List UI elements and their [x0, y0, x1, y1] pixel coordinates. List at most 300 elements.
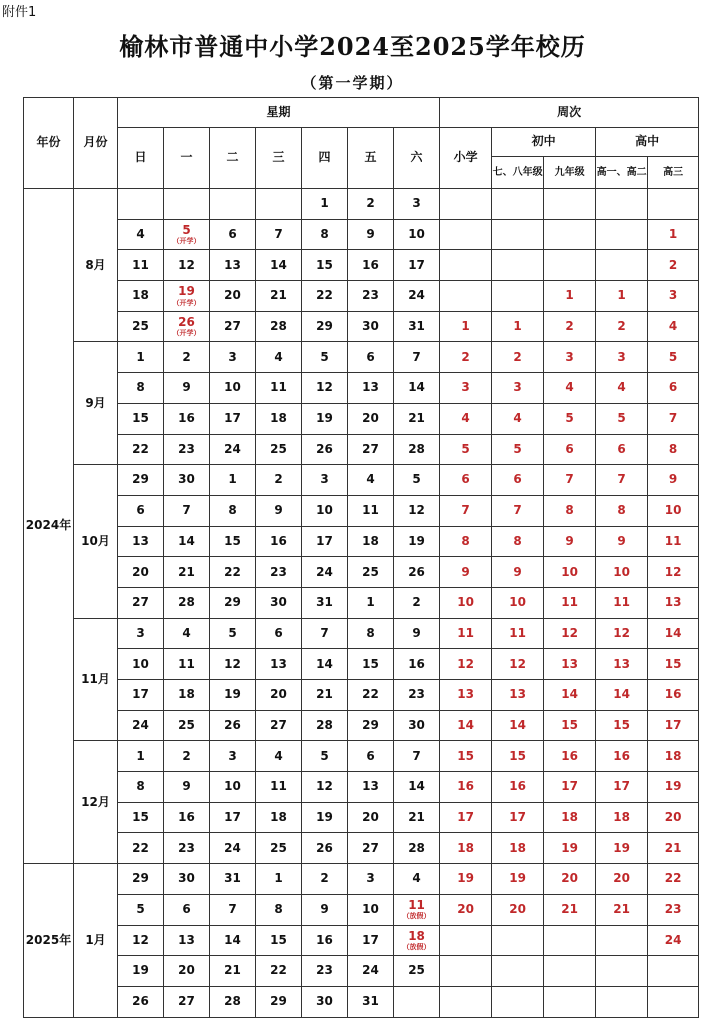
week-grade-12: 23: [648, 894, 699, 925]
day-number: 18: [270, 810, 287, 824]
day-cell: [210, 680, 256, 711]
week-grade-7-8: 13: [492, 680, 544, 711]
day-cell: [164, 465, 210, 496]
day-cell: [210, 557, 256, 588]
day-cell: [210, 925, 256, 956]
day-number: 29: [132, 871, 149, 886]
day-number: 29: [362, 717, 379, 732]
day-number: 31: [408, 319, 425, 333]
day-cell: [348, 434, 394, 465]
header-grade-10-11: 高一、高二: [596, 157, 648, 189]
day-cell: [210, 250, 256, 281]
day-number: 7: [320, 625, 329, 640]
header-weekday-mon: 一: [164, 128, 210, 189]
day-number: 8: [274, 902, 283, 917]
day-number: 10: [362, 902, 379, 917]
week-grade-7-8: [492, 956, 544, 987]
week-grade-12: 16: [648, 680, 699, 711]
day-cell: [210, 526, 256, 557]
day-number: 9: [182, 779, 191, 794]
day-number: 17: [224, 411, 241, 426]
week-grade-12: 19: [648, 772, 699, 803]
week-grade-10-11: 14: [596, 680, 648, 711]
day-number: 24: [132, 717, 149, 732]
week-grade-10-11: 16: [596, 741, 648, 772]
day-number: 19: [408, 533, 425, 548]
day-cell: [118, 833, 164, 864]
day-number: 17: [224, 810, 241, 824]
day-cell: [118, 281, 164, 312]
day-number: 14: [408, 779, 425, 794]
day-cell: [302, 311, 348, 342]
day-cell: [256, 403, 302, 434]
day-cell: [164, 219, 210, 250]
day-number: 24: [316, 564, 333, 579]
week-grade-12: [648, 956, 699, 987]
day-cell: [118, 311, 164, 342]
week-primary: 12: [440, 649, 492, 680]
week-grade-10-11: 13: [596, 649, 648, 680]
week-primary: 17: [440, 802, 492, 833]
day-cell: [394, 802, 440, 833]
day-cell: [302, 833, 348, 864]
day-number: 5: [320, 349, 329, 364]
day-cell: [118, 864, 164, 895]
day-number: 12: [316, 779, 333, 794]
week-grade-10-11: 15: [596, 710, 648, 741]
day-number: 1: [366, 595, 375, 610]
day-number: 13: [362, 779, 379, 794]
week-grade-12: 14: [648, 618, 699, 649]
week-grade-12: 17: [648, 710, 699, 741]
day-number: 8: [320, 226, 329, 241]
day-number: 19: [178, 284, 195, 299]
day-cell: [164, 710, 210, 741]
week-grade-9: 12: [544, 618, 596, 649]
day-number: 13: [224, 257, 241, 272]
day-number: 18: [132, 288, 149, 303]
day-number: 21: [270, 288, 287, 303]
week-grade-10-11: 9: [596, 526, 648, 557]
day-number: 9: [366, 226, 375, 241]
header-grade-9: 九年级: [544, 157, 596, 189]
day-cell: [118, 649, 164, 680]
day-cell: [256, 373, 302, 404]
day-number: 25: [270, 840, 287, 855]
day-cell: [164, 189, 210, 220]
day-number: 20: [362, 810, 379, 824]
calendar-row: [24, 618, 699, 649]
week-grade-7-8: 20: [492, 894, 544, 925]
day-number: 28: [408, 840, 425, 855]
day-number: 12: [132, 932, 149, 947]
week-grade-10-11: [596, 986, 648, 1017]
week-grade-9: 18: [544, 802, 596, 833]
day-number: 30: [408, 717, 425, 732]
day-cell: [118, 741, 164, 772]
week-grade-7-8: 6: [492, 465, 544, 496]
day-number: 23: [362, 288, 379, 303]
day-number: 25: [132, 319, 149, 333]
day-cell: [348, 403, 394, 434]
day-cell: [394, 219, 440, 250]
day-cell: [348, 526, 394, 557]
day-number: 22: [132, 840, 149, 855]
calendar-row: [24, 710, 699, 741]
day-number: 1: [274, 871, 283, 886]
day-cell: [394, 526, 440, 557]
week-grade-9: [544, 219, 596, 250]
week-primary: [440, 925, 492, 956]
day-cell: [394, 250, 440, 281]
day-cell: [302, 219, 348, 250]
day-cell: [302, 986, 348, 1017]
calendar-row: [24, 311, 699, 342]
day-cell: [256, 189, 302, 220]
day-number: 9: [182, 380, 191, 395]
day-cell: [256, 772, 302, 803]
calendar-row: [24, 894, 699, 925]
day-number: 22: [132, 441, 149, 456]
week-grade-9: 14: [544, 680, 596, 711]
calendar-row: [24, 373, 699, 404]
day-number: 16: [178, 411, 195, 426]
day-number: 8: [136, 380, 145, 395]
month-cell: 1月: [74, 864, 118, 1017]
day-number: 6: [274, 625, 283, 640]
day-number: 3: [136, 625, 145, 640]
day-cell: [118, 189, 164, 220]
day-number: 26: [178, 315, 195, 329]
day-number: 31: [362, 994, 379, 1009]
day-cell: [164, 772, 210, 803]
day-number: 30: [178, 871, 195, 886]
day-number: 29: [316, 319, 333, 333]
week-grade-7-8: [492, 189, 544, 220]
year-cell: 2025年: [24, 864, 74, 1017]
day-number: 13: [178, 932, 195, 947]
day-cell: [348, 986, 394, 1017]
day-number: 28: [224, 994, 241, 1009]
week-grade-10-11: [596, 250, 648, 281]
day-number: 11: [362, 503, 379, 518]
day-number: 4: [182, 625, 191, 640]
day-number: 5: [412, 472, 421, 487]
day-number: 26: [132, 994, 149, 1009]
day-number: 14: [270, 257, 287, 272]
day-cell: [210, 465, 256, 496]
day-note: （开学）: [172, 298, 201, 307]
calendar-row: [24, 465, 699, 496]
day-number: 6: [182, 902, 191, 917]
day-number: 12: [408, 503, 425, 518]
day-number: 27: [224, 319, 241, 333]
day-number: 18: [362, 533, 379, 548]
day-cell: [394, 403, 440, 434]
week-grade-12: 6: [648, 373, 699, 404]
week-primary: [440, 189, 492, 220]
day-number: 26: [224, 717, 241, 732]
day-cell: [164, 680, 210, 711]
week-grade-7-8: 7: [492, 495, 544, 526]
day-cell: [394, 465, 440, 496]
day-number: 4: [136, 226, 145, 241]
day-number: 11: [132, 257, 149, 272]
day-number: 29: [224, 595, 241, 610]
week-grade-12: 10: [648, 495, 699, 526]
day-cell: [256, 434, 302, 465]
week-grade-7-8: 15: [492, 741, 544, 772]
calendar-row: [24, 680, 699, 711]
day-cell: [348, 250, 394, 281]
day-cell: [164, 434, 210, 465]
day-number: 7: [274, 226, 283, 241]
week-grade-9: 21: [544, 894, 596, 925]
day-number: 23: [316, 963, 333, 978]
day-number: 3: [412, 196, 421, 211]
week-grade-7-8: 9: [492, 557, 544, 588]
header-weekday-thu: 四: [302, 128, 348, 189]
day-cell: [348, 710, 394, 741]
day-cell: [164, 403, 210, 434]
calendar-row: [24, 925, 699, 956]
day-cell: [164, 342, 210, 373]
week-grade-9: 8: [544, 495, 596, 526]
day-cell: [210, 342, 256, 373]
day-number: 20: [178, 963, 195, 978]
day-number: 24: [362, 963, 379, 978]
day-cell: [348, 342, 394, 373]
week-grade-9: 11: [544, 587, 596, 618]
week-grade-9: [544, 250, 596, 281]
week-grade-10-11: 20: [596, 864, 648, 895]
day-number: 9: [320, 902, 329, 917]
week-grade-7-8: [492, 281, 544, 312]
day-cell: [210, 434, 256, 465]
week-primary: 15: [440, 741, 492, 772]
calendar-row: [24, 741, 699, 772]
day-cell: [210, 311, 256, 342]
week-grade-10-11: 6: [596, 434, 648, 465]
day-number: 27: [362, 441, 379, 456]
day-number: 2: [320, 871, 329, 886]
day-number: 4: [274, 748, 283, 763]
day-cell: [256, 986, 302, 1017]
day-number: 8: [366, 625, 375, 640]
header-month: 月份: [74, 98, 118, 189]
day-number: 9: [412, 625, 421, 640]
day-cell: [394, 925, 440, 956]
day-cell: [256, 710, 302, 741]
day-number: 10: [224, 779, 241, 794]
day-number: 14: [178, 533, 195, 548]
day-number: 25: [408, 963, 425, 978]
day-cell: [256, 956, 302, 987]
week-grade-7-8: 12: [492, 649, 544, 680]
week-grade-12: 9: [648, 465, 699, 496]
week-grade-7-8: 10: [492, 587, 544, 618]
day-cell: [118, 342, 164, 373]
day-cell: [118, 925, 164, 956]
day-cell: [302, 281, 348, 312]
week-grade-12: 2: [648, 250, 699, 281]
week-grade-7-8: 17: [492, 802, 544, 833]
day-number: 26: [408, 564, 425, 579]
day-number: 15: [132, 810, 149, 824]
day-cell: [348, 864, 394, 895]
day-cell: [256, 894, 302, 925]
day-cell: [210, 189, 256, 220]
day-cell: [302, 434, 348, 465]
week-grade-9: 4: [544, 373, 596, 404]
day-cell: [256, 281, 302, 312]
week-grade-9: 16: [544, 741, 596, 772]
day-number: 21: [178, 564, 195, 579]
week-grade-12: 24: [648, 925, 699, 956]
day-note: （放假）: [402, 942, 431, 951]
week-grade-9: 15: [544, 710, 596, 741]
day-number: 12: [224, 656, 241, 671]
day-cell: [348, 741, 394, 772]
month-cell: 9月: [74, 342, 118, 465]
day-cell: [394, 894, 440, 925]
day-number: 22: [224, 564, 241, 579]
day-cell: [118, 403, 164, 434]
week-grade-12: 13: [648, 587, 699, 618]
header-weekday-sun: 日: [118, 128, 164, 189]
day-cell: [302, 189, 348, 220]
day-cell: [348, 894, 394, 925]
day-cell: [164, 925, 210, 956]
day-number: 2: [182, 349, 191, 364]
week-grade-7-8: [492, 250, 544, 281]
day-number: 29: [132, 472, 149, 487]
day-number: 16: [316, 932, 333, 947]
day-cell: [302, 403, 348, 434]
header-grade-7-8: 七、八年级: [492, 157, 544, 189]
day-number: 20: [132, 564, 149, 579]
week-primary: 1: [440, 311, 492, 342]
week-grade-10-11: 21: [596, 894, 648, 925]
week-primary: 18: [440, 833, 492, 864]
day-cell: [118, 802, 164, 833]
week-primary: 2: [440, 342, 492, 373]
day-cell: [164, 618, 210, 649]
week-primary: 13: [440, 680, 492, 711]
calendar-row: [24, 342, 699, 373]
week-primary: 3: [440, 373, 492, 404]
day-cell: [394, 557, 440, 588]
day-cell: [118, 434, 164, 465]
day-cell: [118, 373, 164, 404]
day-cell: [302, 557, 348, 588]
day-cell: [210, 833, 256, 864]
day-cell: [302, 373, 348, 404]
day-cell: [394, 373, 440, 404]
day-number: 20: [224, 288, 241, 303]
header-weekday-tue: 二: [210, 128, 256, 189]
week-grade-10-11: 1: [596, 281, 648, 312]
day-number: 7: [412, 748, 421, 763]
day-cell: [256, 342, 302, 373]
day-cell: [210, 649, 256, 680]
day-number: 4: [366, 472, 375, 487]
day-number: 16: [408, 656, 425, 671]
calendar-row: [24, 557, 699, 588]
day-number: 28: [270, 319, 287, 333]
day-cell: [394, 986, 440, 1017]
day-number: 25: [270, 441, 287, 456]
day-number: 18: [408, 928, 425, 943]
day-cell: [164, 986, 210, 1017]
week-grade-10-11: [596, 189, 648, 220]
day-number: 2: [366, 196, 375, 211]
calendar-row: [24, 189, 699, 220]
week-grade-10-11: 17: [596, 772, 648, 803]
day-number: 17: [362, 932, 379, 947]
day-cell: [210, 495, 256, 526]
day-number: 2: [182, 748, 191, 763]
week-grade-10-11: 11: [596, 587, 648, 618]
day-number: 17: [316, 533, 333, 548]
week-primary: 16: [440, 772, 492, 803]
day-cell: [118, 772, 164, 803]
day-cell: [394, 587, 440, 618]
day-cell: [394, 342, 440, 373]
day-number: 30: [178, 472, 195, 487]
day-number: 28: [316, 717, 333, 732]
day-number: 30: [270, 595, 287, 610]
day-number: 5: [320, 748, 329, 763]
day-cell: [118, 495, 164, 526]
week-primary: 4: [440, 403, 492, 434]
day-cell: [302, 342, 348, 373]
day-number: 5: [182, 222, 191, 237]
week-grade-12: 1: [648, 219, 699, 250]
week-grade-9: [544, 956, 596, 987]
day-number: 10: [408, 226, 425, 241]
day-cell: [256, 526, 302, 557]
day-number: 21: [224, 963, 241, 978]
week-grade-10-11: 12: [596, 618, 648, 649]
day-cell: [302, 710, 348, 741]
day-number: 23: [408, 687, 425, 702]
week-primary: 9: [440, 557, 492, 588]
day-cell: [164, 557, 210, 588]
day-cell: [256, 465, 302, 496]
week-grade-9: [544, 986, 596, 1017]
calendar-row: [24, 802, 699, 833]
week-primary: [440, 219, 492, 250]
day-cell: [164, 956, 210, 987]
week-grade-7-8: 8: [492, 526, 544, 557]
day-number: 11: [270, 380, 287, 395]
day-cell: [210, 618, 256, 649]
day-number: 19: [132, 963, 149, 978]
day-cell: [302, 465, 348, 496]
day-cell: [118, 618, 164, 649]
header-junior: 初中: [492, 128, 596, 157]
week-grade-9: 1: [544, 281, 596, 312]
day-number: 27: [178, 994, 195, 1009]
day-number: 15: [132, 411, 149, 426]
week-grade-7-8: 16: [492, 772, 544, 803]
day-cell: [302, 925, 348, 956]
day-number: 20: [362, 411, 379, 426]
day-number: 14: [408, 380, 425, 395]
day-number: 18: [270, 411, 287, 426]
calendar-row: [24, 526, 699, 557]
